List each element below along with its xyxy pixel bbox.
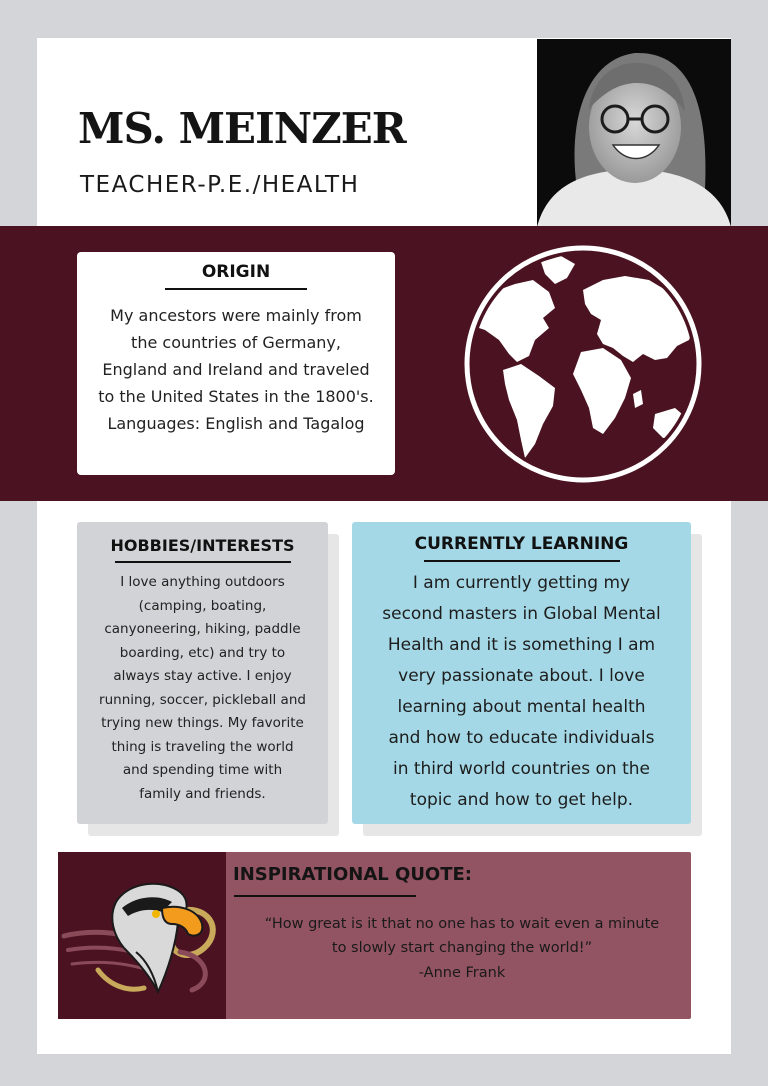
learning-line: topic and how to get help. [409,790,634,810]
origin-line: the countries of Germany, [131,333,341,352]
origin-text [91,302,381,437]
learning-line: very passionate about. I love [398,666,645,686]
quote-heading-underline [234,895,416,897]
quote-heading: INSPIRATIONAL QUOTE: [233,864,473,885]
learning-heading: CURRENTLY LEARNING [414,534,629,554]
origin-line: England and Ireland and traveled [102,360,370,379]
hobbies-heading: HOBBIES/INTERESTS [110,536,295,555]
teacher-portrait-photo [537,39,731,227]
quote-line-2: to slowly start changing the world!” [331,940,593,956]
learning-line: I am currently getting my [412,573,631,593]
quote-author: -Anne Frank [418,965,506,981]
learning-line: in third world countries on the [392,759,651,779]
hobbies-text [89,571,316,806]
origin-card [77,252,395,475]
currently-learning-card [352,522,691,824]
quote-text [232,912,692,960]
learning-heading-underline [424,560,620,562]
hobbies-line: running, soccer, pickleball and [99,691,306,708]
learning-text [366,568,677,816]
learning-line: second masters in Global Mental [382,604,661,624]
hobbies-heading-underline [115,561,291,563]
origin-line: My ancestors were mainly from [110,306,362,325]
origin-line: to the United States in the 1800's. [98,387,374,406]
learning-line: learning about mental health [397,697,646,717]
learning-line: and how to educate individuals [388,728,655,748]
hobbies-line: I love anything outdoors [120,574,285,590]
hobbies-line: boarding, etc) and try to [119,644,286,661]
hobbies-card [77,522,328,824]
teacher-name: MS. MEINZER [78,104,406,153]
hobbies-line: trying new things. My favorite [101,715,304,731]
hobbies-line: always stay active. I enjoy [113,668,292,684]
hobbies-line: canyoneering, hiking, paddle [104,621,301,637]
hobbies-line: and spending time with [122,762,283,778]
origin-line: Languages: English and Tagalog [107,414,365,433]
eagle-mascot-icon [58,852,226,1019]
hobbies-line: thing is traveling the world [111,738,294,755]
teacher-role: TEACHER-P.E./HEALTH [80,172,360,198]
quote-line-1: “How great is it that no one has to wait even a minute [264,916,660,932]
origin-heading: ORIGIN [201,262,271,282]
hobbies-line: family and friends. [139,785,266,802]
globe-icon [463,244,703,484]
learning-line: Health and it is something I am [387,635,656,655]
hobbies-line: (camping, boating, [138,597,267,614]
origin-heading-underline [165,288,307,290]
